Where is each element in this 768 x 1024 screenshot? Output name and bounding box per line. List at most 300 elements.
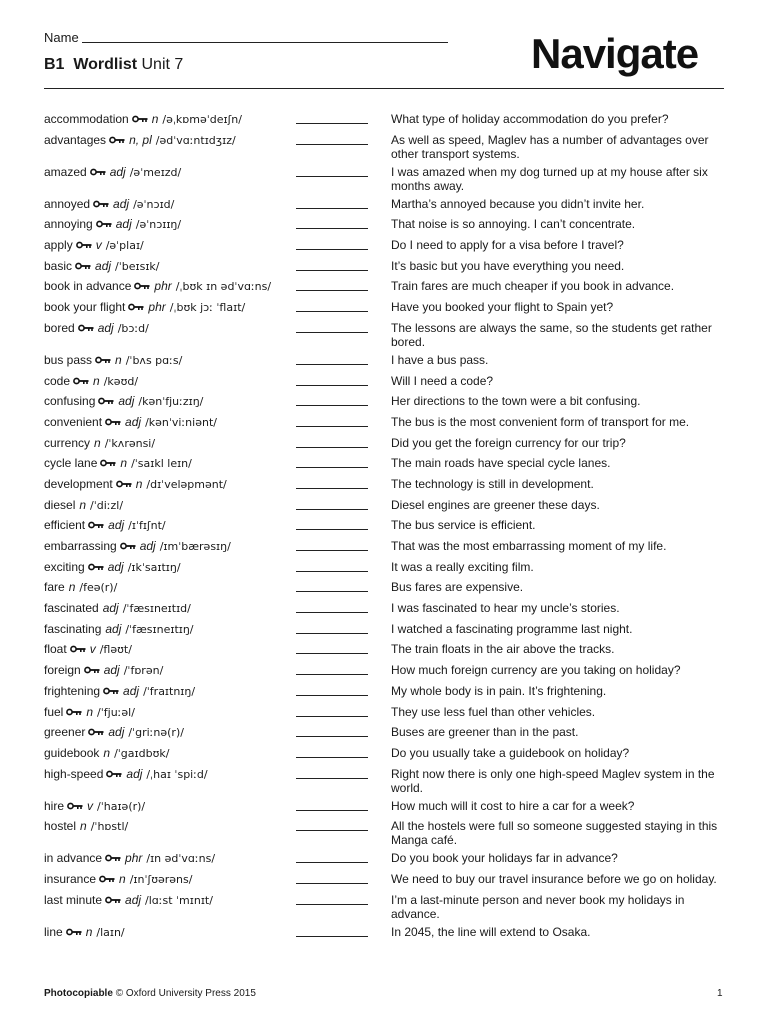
phonetic: /ˈfɒrən/: [123, 664, 164, 678]
word-term: [44, 321, 149, 336]
word-term: [44, 217, 181, 232]
word-term: [44, 374, 138, 389]
table-row: [44, 498, 724, 519]
name-row: [44, 30, 79, 45]
word-text: frightening: [44, 683, 101, 698]
phonetic: /əˈnɔɪɪŋ/: [135, 218, 182, 232]
unit-label: Unit 7: [141, 56, 184, 73]
table-row: [44, 767, 724, 799]
phonetic: /kənˈviːniənt/: [145, 415, 217, 429]
example-sentence: We need to buy our travel insurance before we go on holiday.: [391, 871, 717, 886]
example-sentence: Diesel engines are greener these days.: [391, 497, 600, 512]
table-row: [44, 456, 724, 477]
translation-blank[interactable]: [296, 405, 368, 406]
table-row: [44, 394, 724, 415]
example-sentence: Right now there is only one high-speed Maglev system in the world.: [391, 766, 715, 795]
word-text: annoying: [44, 217, 93, 232]
word-text: advantages: [44, 132, 107, 147]
page-number: 1: [717, 988, 723, 999]
phonetic: /fləʊt/: [99, 643, 132, 657]
example-sentence: How much will it cost to hire a car for a week?: [391, 798, 635, 813]
translation-blank[interactable]: [296, 778, 368, 779]
translation-blank[interactable]: [296, 488, 368, 489]
part-of-speech: n: [93, 373, 100, 388]
phonetic: /əˌkɒməˈdeɪʃn/: [162, 113, 242, 126]
example-sentence: In 2045, the line will extend to Osaka.: [391, 924, 591, 939]
phonetic: /ˈgaɪdbʊk/: [114, 746, 170, 760]
part-of-speech: adj: [115, 217, 132, 232]
translation-blank[interactable]: [296, 591, 368, 592]
table-row: [44, 851, 724, 872]
phonetic: /ɪnˈʃʊərəns/: [129, 872, 193, 886]
translation-blank[interactable]: [296, 123, 368, 124]
translation-blank[interactable]: [296, 228, 368, 229]
translation-blank[interactable]: [296, 270, 368, 271]
table-row: [44, 819, 724, 851]
table-row: [44, 197, 724, 218]
word-text: last minute: [44, 892, 103, 907]
table-row: [44, 580, 724, 601]
word-text: float: [44, 642, 67, 657]
table-row: [44, 684, 724, 705]
word-term: [44, 893, 213, 908]
example-sentence: It’s basic but you have everything you need.: [391, 258, 625, 273]
phonetic: /kəʊd/: [103, 374, 139, 388]
word-term: [44, 165, 181, 180]
phonetic: /ˈkʌrənsi/: [104, 436, 156, 450]
word-term: [44, 133, 236, 148]
part-of-speech: adj: [118, 394, 135, 409]
word-text: foreign: [44, 663, 81, 678]
name-label: Name: [44, 30, 79, 45]
table-row: [44, 238, 724, 259]
word-text: exciting: [44, 559, 85, 574]
header-divider: [44, 88, 724, 89]
key-icon: [76, 238, 92, 246]
translation-blank[interactable]: [296, 810, 368, 811]
part-of-speech: n, pl: [129, 132, 152, 147]
part-of-speech: adj: [125, 414, 142, 429]
phonetic: /ˌbʊk jɔː ˈflaɪt/: [169, 301, 246, 315]
translation-blank[interactable]: [296, 830, 368, 831]
example-sentence: Buses are greener than in the past.: [391, 725, 579, 740]
example-sentence: What type of holiday accommodation do you prefer?: [391, 112, 669, 126]
part-of-speech: n: [103, 745, 111, 760]
word-term: [44, 197, 174, 212]
part-of-speech: adj: [97, 320, 114, 335]
example-sentence: Do I need to apply for a visa before I travel?: [391, 238, 624, 253]
phonetic: /əˈmeɪzd/: [129, 165, 182, 179]
word-text: in advance: [44, 851, 103, 866]
word-text: book your flight: [44, 300, 126, 315]
phonetic: /ˈfæsɪneɪtɪd/: [122, 602, 191, 616]
key-icon: [96, 217, 112, 225]
word-term: [44, 925, 125, 940]
phonetic: /ɪn ədˈvɑːns/: [146, 852, 216, 866]
table-row: [44, 642, 724, 663]
word-term: [44, 705, 135, 720]
phonetic: /əˈnɔɪd/: [133, 197, 175, 211]
key-icon: [93, 197, 109, 205]
table-row: [44, 112, 724, 133]
example-sentence: It was a really exciting film.: [391, 559, 534, 574]
part-of-speech: n: [80, 819, 87, 834]
table-row: [44, 705, 724, 726]
translation-blank[interactable]: [296, 332, 368, 333]
part-of-speech: adj: [123, 683, 140, 698]
word-text: insurance: [44, 871, 97, 886]
part-of-speech: v: [95, 238, 102, 253]
table-row: [44, 436, 724, 457]
translation-blank[interactable]: [296, 862, 368, 863]
part-of-speech: adj: [102, 601, 119, 616]
example-sentence: They use less fuel than other vehicles.: [391, 704, 596, 719]
word-text: confusing: [44, 394, 96, 409]
phonetic: /ˈfæsɪneɪtɪŋ/: [125, 622, 194, 636]
word-term: [44, 799, 145, 814]
table-row: [44, 799, 724, 820]
key-icon: [120, 539, 136, 547]
key-icon: [84, 663, 100, 671]
phonetic: /ˈdiːzl/: [90, 498, 124, 512]
part-of-speech: adj: [139, 539, 156, 553]
word-term: [44, 394, 203, 409]
word-term: [44, 518, 166, 533]
example-sentence: That noise is so annoying. I can’t concentrate.: [391, 217, 636, 232]
word-term: [44, 663, 163, 678]
example-sentence: The lessons are always the same, so the students get rather bored.: [391, 320, 712, 349]
translation-blank[interactable]: [296, 716, 368, 717]
phonetic: /ˈsaɪkl leɪn/: [131, 457, 192, 471]
word-term: [44, 746, 169, 761]
translation-blank[interactable]: [296, 176, 368, 177]
key-icon: [88, 518, 104, 526]
translation-blank[interactable]: [296, 674, 368, 675]
part-of-speech: n: [151, 112, 159, 126]
phonetic: /ˈgriːnə(r)/: [128, 726, 184, 740]
example-sentence: The bus is the most convenient form of transport for me.: [391, 414, 690, 429]
table-row: [44, 133, 724, 165]
translation-blank[interactable]: [296, 290, 368, 291]
word-text: line: [44, 924, 63, 939]
word-term: [44, 279, 271, 294]
phonetic: /dɪˈveləpmənt/: [146, 477, 227, 491]
word-term: [44, 112, 242, 127]
table-row: [44, 415, 724, 436]
example-sentence: Do you book your holidays far in advance?: [391, 851, 618, 866]
word-term: [44, 353, 182, 368]
phonetic: /ˈbeɪsɪk/: [115, 259, 160, 273]
translation-blank[interactable]: [296, 208, 368, 209]
part-of-speech: adj: [125, 892, 142, 907]
table-row: [44, 477, 724, 498]
wordlist-label: Wordlist: [73, 56, 138, 73]
word-term: [44, 477, 227, 492]
word-text: fascinating: [44, 621, 102, 636]
table-row: [44, 321, 724, 353]
part-of-speech: phr: [148, 300, 166, 315]
key-icon: [78, 321, 94, 329]
part-of-speech: adj: [108, 518, 125, 533]
translation-blank[interactable]: [296, 936, 368, 937]
word-text: hostel: [44, 819, 77, 834]
level-label: B1: [44, 56, 65, 73]
part-of-speech: n: [135, 476, 143, 491]
word-text: book in advance: [44, 279, 132, 294]
key-icon: [132, 112, 148, 120]
table-row: [44, 746, 724, 767]
phonetic: /əˈplaɪ/: [105, 239, 144, 253]
word-term: [44, 498, 123, 513]
word-term: [44, 539, 231, 554]
example-sentence: I was fascinated to hear my uncle’s stories.: [391, 601, 620, 616]
translation-blank[interactable]: [296, 509, 368, 510]
key-icon: [128, 300, 144, 308]
word-term: [44, 238, 144, 253]
table-row: [44, 560, 724, 581]
table-row: [44, 353, 724, 374]
word-text: diesel: [44, 497, 76, 512]
word-term: [44, 642, 132, 657]
photocopiable-label: Photocopiable: [44, 988, 113, 999]
part-of-speech: adj: [103, 663, 120, 678]
page-title: [44, 56, 183, 74]
wordlist-table: [44, 112, 724, 945]
example-sentence: The main roads have special cycle lanes.: [391, 456, 611, 471]
word-term: [44, 601, 191, 616]
word-text: accommodation: [44, 112, 129, 126]
table-row: [44, 259, 724, 280]
key-icon: [67, 799, 83, 807]
example-sentence: The technology is still in development.: [391, 476, 594, 491]
example-sentence: I was amazed when my dog turned up at my house after six months away.: [391, 164, 708, 193]
key-icon: [109, 133, 125, 141]
key-icon: [98, 394, 114, 402]
table-row: [44, 893, 724, 925]
phonetic: /ˌhaɪ ˈspiːd/: [146, 767, 208, 781]
translation-blank[interactable]: [296, 633, 368, 634]
phonetic: /ɪˈfɪʃnt/: [128, 519, 166, 533]
part-of-speech: adj: [108, 725, 125, 740]
word-term: [44, 456, 192, 471]
key-icon: [105, 893, 121, 901]
key-icon: [103, 684, 119, 692]
example-sentence: Have you booked your flight to Spain yet?: [391, 300, 614, 315]
part-of-speech: adj: [95, 258, 112, 273]
part-of-speech: adj: [105, 621, 122, 636]
part-of-speech: n: [115, 352, 122, 367]
word-text: convenient: [44, 414, 103, 429]
brand-logo: Navigate: [531, 30, 699, 77]
example-sentence: Bus fares are expensive.: [391, 580, 524, 595]
word-text: guidebook: [44, 745, 100, 760]
word-term: [44, 580, 117, 595]
phonetic: /ˈfraɪtnɪŋ/: [143, 684, 196, 698]
table-row: [44, 374, 724, 395]
word-text: currency: [44, 435, 91, 450]
phonetic: /kənˈfjuːzɪŋ/: [138, 395, 204, 409]
translation-blank[interactable]: [296, 144, 368, 145]
translation-blank[interactable]: [296, 426, 368, 427]
key-icon: [75, 259, 91, 267]
example-sentence: Do you usually take a guidebook on holiday?: [391, 745, 630, 760]
translation-blank[interactable]: [296, 364, 368, 365]
part-of-speech: v: [87, 798, 94, 813]
word-term: [44, 851, 215, 866]
translation-blank[interactable]: [296, 550, 368, 551]
phonetic: /ɪmˈbærəsɪŋ/: [159, 540, 231, 553]
key-icon: [105, 851, 121, 859]
translation-blank[interactable]: [296, 385, 368, 386]
translation-blank[interactable]: [296, 571, 368, 572]
word-text: efficient: [44, 518, 86, 533]
example-sentence: How much foreign currency are you taking on holiday?: [391, 663, 681, 678]
word-term: [44, 259, 160, 274]
phonetic: /ˈfjuːəl/: [97, 705, 135, 719]
part-of-speech: n: [68, 580, 76, 595]
part-of-speech: n: [94, 435, 101, 450]
word-text: greener: [44, 725, 86, 740]
word-text: amazed: [44, 164, 87, 179]
key-icon: [66, 925, 82, 933]
phonetic: /ədˈvɑːntɪdʒɪz/: [155, 133, 236, 147]
phonetic: /ɪkˈsaɪtɪŋ/: [127, 560, 181, 574]
word-text: embarrassing: [44, 539, 117, 553]
table-row: [44, 622, 724, 643]
word-text: apply: [44, 238, 73, 253]
phonetic: /ˈhaɪə(r)/: [97, 799, 146, 813]
example-sentence: Her directions to the town were a bit confusing.: [391, 394, 641, 409]
word-text: development: [44, 476, 113, 491]
part-of-speech: adj: [107, 559, 124, 574]
translation-blank[interactable]: [296, 529, 368, 530]
word-term: [44, 767, 208, 782]
table-row: [44, 300, 724, 321]
word-term: [44, 415, 217, 430]
translation-blank[interactable]: [296, 612, 368, 613]
phonetic: /laɪn/: [96, 925, 125, 939]
table-row: [44, 217, 724, 238]
example-sentence: Will I need a code?: [391, 373, 494, 388]
word-term: [44, 622, 194, 637]
phonetic: /lɑːst ˈmɪnɪt/: [145, 893, 213, 907]
part-of-speech: phr: [125, 851, 143, 866]
example-sentence: My whole body is in pain. It’s frightening.: [391, 683, 607, 698]
key-icon: [116, 477, 132, 485]
word-term: [44, 300, 245, 315]
phonetic: /ˈhɒstl/: [90, 820, 129, 834]
example-sentence: I watched a fascinating programme last night.: [391, 621, 633, 636]
word-text: fare: [44, 580, 65, 595]
word-term: [44, 684, 195, 699]
table-row: [44, 279, 724, 300]
word-term: [44, 819, 128, 834]
table-row: [44, 725, 724, 746]
word-text: high-speed: [44, 766, 104, 781]
phonetic: /feə(r)/: [79, 581, 118, 595]
example-sentence: Train fares are much cheaper if you book in advance.: [391, 279, 675, 294]
example-sentence: Martha’s annoyed because you didn’t invite her.: [391, 196, 645, 211]
example-sentence: I’m a last-minute person and never book my holidays in advance.: [391, 892, 685, 921]
word-text: annoyed: [44, 196, 91, 211]
part-of-speech: adj: [109, 164, 126, 179]
key-icon: [88, 725, 104, 733]
word-term: [44, 725, 184, 740]
word-term: [44, 560, 181, 575]
phonetic: /bɔːd/: [117, 321, 149, 335]
key-icon: [134, 279, 150, 287]
translation-blank[interactable]: [296, 695, 368, 696]
translation-blank[interactable]: [296, 311, 368, 312]
word-text: bus pass: [44, 352, 93, 367]
translation-blank[interactable]: [296, 447, 368, 448]
word-text: cycle lane: [44, 456, 98, 471]
table-row: [44, 601, 724, 622]
table-row: [44, 925, 724, 946]
key-icon: [90, 165, 106, 173]
key-icon: [105, 415, 121, 423]
translation-blank[interactable]: [296, 736, 368, 737]
part-of-speech: n: [79, 497, 87, 512]
part-of-speech: n: [119, 871, 126, 886]
part-of-speech: phr: [154, 279, 172, 294]
copyright-text: © Oxford University Press 2015: [115, 988, 256, 999]
table-row: [44, 165, 724, 197]
table-row: [44, 872, 724, 893]
key-icon: [106, 767, 122, 775]
translation-blank[interactable]: [296, 653, 368, 654]
key-icon: [70, 642, 86, 650]
part-of-speech: n: [86, 704, 94, 719]
example-sentence: I have a bus pass.: [391, 352, 489, 367]
example-sentence: The train floats in the air above the tracks.: [391, 642, 615, 657]
key-icon: [88, 560, 104, 568]
word-text: fascinated: [44, 601, 99, 616]
translation-blank[interactable]: [296, 467, 368, 468]
part-of-speech: n: [85, 924, 93, 939]
translation-blank[interactable]: [296, 757, 368, 758]
part-of-speech: v: [89, 642, 96, 657]
part-of-speech: n: [120, 456, 128, 471]
key-icon: [100, 456, 116, 464]
translation-blank[interactable]: [296, 904, 368, 905]
table-row: [44, 663, 724, 684]
example-sentence: Did you get the foreign currency for our trip?: [391, 435, 626, 450]
example-sentence: The bus service is efficient.: [391, 518, 536, 533]
translation-blank[interactable]: [296, 883, 368, 884]
word-term: [44, 436, 155, 451]
part-of-speech: adj: [113, 196, 130, 211]
key-icon: [66, 705, 82, 713]
example-sentence: All the hostels were full so someone suggested staying in this Manga café.: [391, 819, 718, 848]
footer-copyright: [44, 988, 256, 999]
key-icon: [99, 872, 115, 880]
key-icon: [95, 353, 111, 361]
translation-blank[interactable]: [296, 249, 368, 250]
example-sentence: That was the most embarrassing moment of my life.: [391, 539, 667, 553]
word-text: fuel: [44, 704, 64, 719]
word-text: bored: [44, 320, 75, 335]
word-term: [44, 872, 192, 887]
name-field-line[interactable]: [82, 42, 448, 43]
table-row: [44, 518, 724, 539]
table-row: [44, 539, 724, 560]
word-text: basic: [44, 258, 73, 273]
phonetic: /ˈbʌs pɑːs/: [125, 353, 183, 367]
example-sentence: As well as speed, Maglev has a number of advantages over other transport systems.: [391, 132, 709, 161]
key-icon: [73, 374, 89, 382]
part-of-speech: adj: [126, 766, 143, 781]
